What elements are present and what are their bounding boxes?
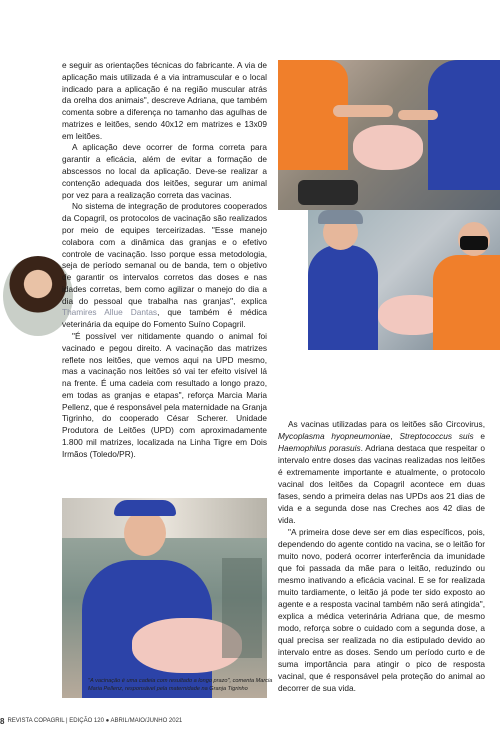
footer-text: REVISTA COPAGRIL | EDIÇÃO 120 ● ABRIL/MAIO/JUNHO 2021 (7, 718, 183, 724)
vaccines-text-end: . Adriana destaca que respeitar o intervalo entre doses das vacinas realizadas nos leitões é extremamente importante e atualmente, o protocolo vacinal dos leitões da Copagril acontece em duas fases, sendo a primeira delas nas UPDs aos 21 dias de vida e a segunda dose nas Creches aos 42 dias de vida. (278, 443, 485, 526)
paragraph-3 (62, 201, 267, 331)
photo-marcia-with-piglet (62, 498, 267, 698)
vaccine-streptococcus: Streptococcus suis (399, 431, 474, 442)
vaccine-mycoplasma: Mycoplasma hyopneumoniae (278, 431, 391, 442)
name-thamires: Thamires Allue Dantas (62, 307, 158, 318)
vaccines-text-a: As vacinas utilizadas para os leitões são Circovirus, (288, 419, 485, 429)
paragraph-3-end: , que também é médica veterinária da equipe do Fomento Suíno Copagril. (62, 307, 267, 330)
paragraph-3-text: No sistema de integração de produtores cooperados da Copagril, os protocolos de vacinação são realizados por meio de equipes terceirizadas. "Esse manejo colabora com a dinâmica das granjas e o efetivo controle de vacinação. Isso porque essa metodologia, seja de período semanal ou de banda, tem o objetivo de garantir os intervalos corretos das doses e nas idades corretas, bem como agilizar o manejo do dia a dia do pessoal que trabalha nas granjas", explica (62, 201, 267, 306)
vaccine-haemophilus: Haemophilus porasuis (278, 443, 361, 454)
photo-vaccination-piglets (278, 60, 500, 210)
paragraph-first-dose: "A primeira dose deve ser em dias específicos, pois, dependendo do agente contido na vacina, se o leitão for muito novo, poderá ocorrer interferência da imunidade que foi passada da mãe para o leitão, reduzindo ou mesmo inativando a eficácia vacinal. E se for realizada muito tardiamente, o leitão já pode ter sido exposto ao agente e a resposta vacinal também não será atingida", explica a médica veterinária Adriana que, de mesmo modo, reforça sobre o cuidado com a segunda dose, a qual precisa ser realizada no dia estipulado devido ao intervalo entre as doses. Sendo um período curto e de suma importância para atingir o pico de resposta vacinal, que é responsável pela proteção do animal ao decorrer de sua vida. (278, 527, 485, 694)
photo-vaccination-team (308, 210, 500, 350)
photo-caption: "A vacinação é uma cadeia com resultado a longo prazo", comenta Marcia Maria Pellenz, responsável pela maternidade na Granja Tigrinho (88, 678, 273, 692)
paragraph-vaccines (278, 418, 485, 526)
paragraph-4: "É possível ver nitidamente quando o animal foi vacinado e pegou direito. A vacinação das matrizes reflete nos leitões, que vemos aqui na UPD mesmo, mas a vacinação nos leitões só vai ter efeito visível lá na frente. É uma cadeia com resultado a longo prazo, em todas as granjas e etapas", reforça Marcia Maria Pellenz, que é responsável pela maternidade na Granja Tigrinho, do cooperado César Scherer. Unidade Produtora de Leitões (UPD) com aproximadamente 1.800 mil matrizes, localizada na Linha Tigre em Dois Irmãos (Toledo/PR). (62, 330, 267, 459)
vaccines-sep-2: e (473, 431, 486, 442)
article-right-column (278, 418, 485, 694)
paragraph-1: e seguir as orientações técnicas do fabricante. A via de aplicação mais utilizada é a via intramuscular e o local indicado para a aplicação é na região muscular atrás da orelha dos animais", descreve Adriana, que também comenta sobre a diferença no tamanho das agulhas de matrizes e leitões, sendo 40x12 em matrizes e 13x09 em leitões. (62, 60, 267, 141)
page-number: 8 (0, 716, 5, 726)
paragraph-2: A aplicação deve ocorrer de forma correta para garantir a eficácia, além de evitar a formação de abscessos no local da aplicação. Deve-se realizar a contenção adequada dos leitões, segurar um animal por vez para a realização correta das vacinas. (62, 142, 267, 200)
article-left-column (62, 60, 267, 461)
vaccines-sep-1: , (390, 431, 400, 442)
page-footer (0, 715, 300, 727)
